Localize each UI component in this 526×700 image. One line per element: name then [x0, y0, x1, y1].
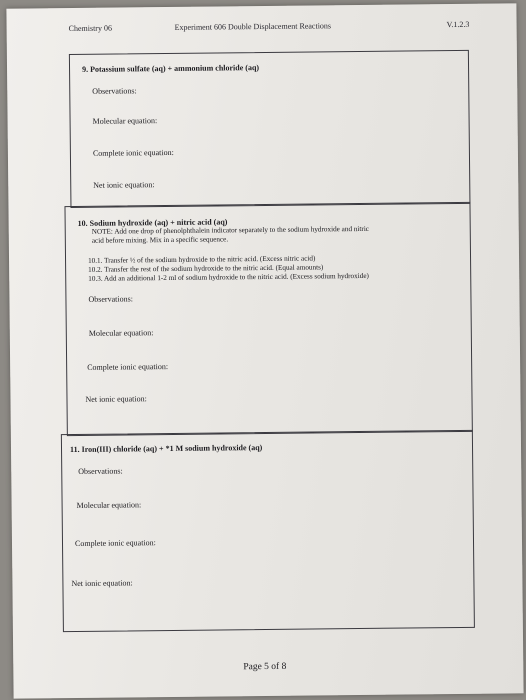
section-10-note-line-1: NOTE: Add one drop of phenolphthalein indicator separately to the sodium hydroxide and nitric [91, 224, 370, 236]
experiment-title: Experiment 606 Double Displacement Reactions [174, 21, 332, 32]
section-9-net-label: Net ionic equation: [93, 180, 155, 190]
section-10-net-label: Net ionic equation: [85, 394, 147, 404]
section-10-molecular-label: Molecular equation: [88, 328, 154, 338]
section-11-title: 11. Iron(III) chloride (aq) + *1 M sodium hydroxide (aq) [69, 443, 263, 455]
section-10-title: 10. Sodium hydroxide (aq) + nitric acid (aq) [77, 217, 228, 228]
section-9-molecular-label: Molecular equation: [92, 116, 158, 126]
section-11-molecular-label: Molecular equation: [76, 500, 142, 510]
section-10-step-3: 10.3. Add an additional 1-2 ml of sodium hydroxide to the nitric acid. (Excess sodium hydroxide) [88, 271, 369, 283]
section-10-step-1: 10.1. Transfer ½ of the sodium hydroxide to the nitric acid. (Excess nitric acid) [88, 254, 316, 265]
section-10-box [64, 202, 472, 436]
page-number: Page 5 of 8 [243, 661, 287, 673]
section-10-observations-label: Observations: [88, 294, 133, 304]
section-11-observations-label: Observations: [78, 466, 123, 476]
section-9-complete-label: Complete ionic equation: [92, 147, 174, 158]
section-10-note-line-2: acid before mixing. Mix in a specific sequence. [91, 235, 229, 245]
section-10-step-2: 10.2. Transfer the rest of the sodium hydroxide to the nitric acid. (Equal amounts) [88, 263, 324, 274]
version-label: V.1.2.3 [446, 19, 470, 30]
section-11-box [61, 430, 475, 632]
section-10-complete-label: Complete ionic equation: [87, 362, 169, 372]
section-9-box [69, 50, 471, 208]
section-11-complete-label: Complete ionic equation: [74, 538, 156, 548]
section-9-observations-label: Observations: [92, 86, 137, 96]
section-9-title: 9. Potassium sulfate (aq) + ammonium chloride (aq) [81, 63, 260, 74]
worksheet-page [6, 3, 523, 698]
section-11-net-label: Net ionic equation: [71, 578, 133, 589]
course-name: Chemistry 06 [68, 23, 113, 34]
